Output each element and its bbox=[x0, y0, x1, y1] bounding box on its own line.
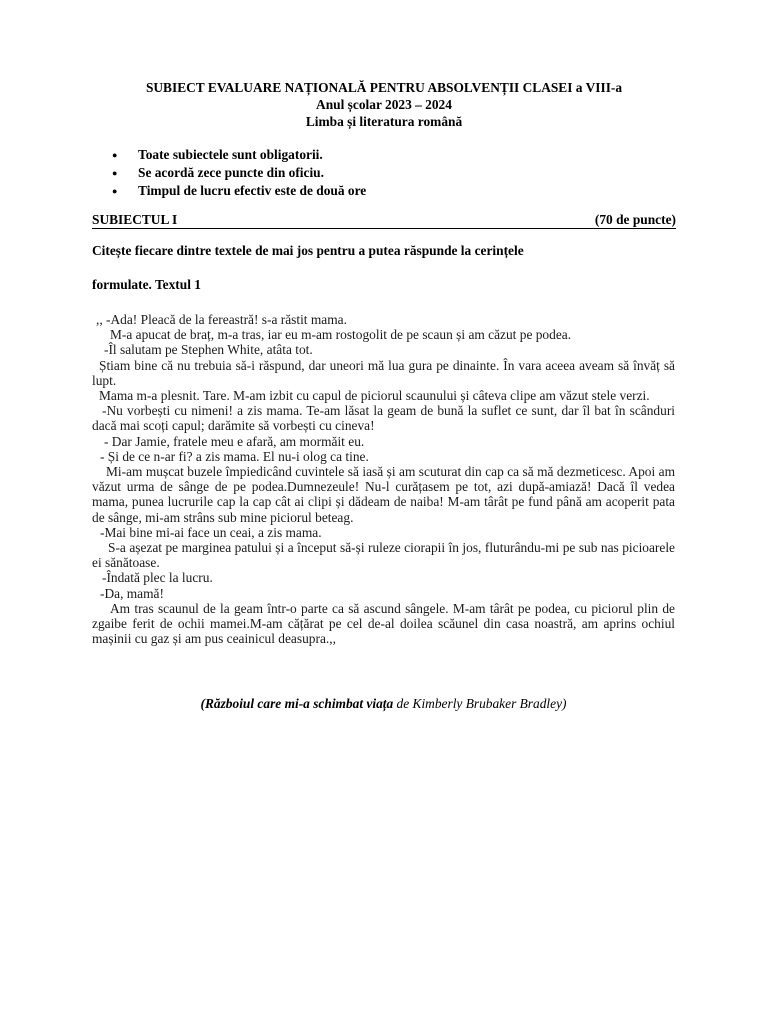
citation-author: de Kimberly Brubaker Bradley) bbox=[393, 696, 567, 711]
story-paragraph: Am tras scaunul de la geam într-o parte ca să ascund sângele. M-am târât pe podea, cu piciorul plin de zgaibe ferit de ochii mamei.M-am cățărat pe cel de-al doilea scăunel din casa noastră, am aprins ochiul mașinii cu gaz și am pus ceainicul deasupra.,, bbox=[92, 600, 675, 647]
story-paragraph: S-a așezat pe marginea patului și a început să-și ruleze ciorapii în jos, fluturându-mi pe sub nas picioarele ei sănătoase. bbox=[92, 540, 675, 571]
story-paragraph: Mi-am mușcat buzele împiedicând cuvintele să iasă și am scuturat din cap ca să mă dezmeticesc. Apoi am văzut urma de sânge de pe podea.Dumnezeule! Nu-l curățasem pe tot, azi după-amiază! Dacă îl vedea mama, punea lucrurile cap la cap cât ai clipi și dădeam de naiba! M-am târât pe fund până am acoperit pata de sânge, mi-am strâns sub mine piciorul beteag. bbox=[92, 464, 675, 525]
story-paragraph: Știam bine că nu trebuia să-i răspund, dar uneori mă lua gura pe dinainte. În vara aceea aveam să învăț să lupt. bbox=[92, 357, 675, 388]
rules-list bbox=[112, 146, 672, 200]
instruction-line-1: Citește fiecare dintre textele de mai jos pentru a putea răspunde la cerințele bbox=[92, 243, 524, 258]
story-paragraph: ,, -Ada! Pleacă de la fereastră! s-a răstit mama. bbox=[96, 312, 347, 327]
source-citation bbox=[92, 696, 675, 712]
story-text bbox=[92, 312, 675, 646]
school-year: Anul școlar 2023 – 2024 bbox=[316, 97, 452, 112]
story-paragraph: -Nu vorbești cu nimeni! a zis mama. Te-am lăsat la geam de bună la suflet ce sunt, dar îl bat în scânduri dacă mai scoți capul; darămite să vorbești cu cineva! bbox=[92, 403, 675, 434]
rule-item: ● Se acordă zece puncte din oficiu. bbox=[112, 164, 672, 182]
rule-item: ● Timpul de lucru efectiv este de două ore bbox=[112, 182, 672, 200]
exam-header bbox=[60, 79, 708, 130]
exam-title: SUBIECT EVALUARE NAȚIONALĂ PENTRU ABSOLVENȚII CLASEI a VIII-a bbox=[145, 80, 623, 95]
story-paragraph: -Îl salutam pe Stephen White, atâta tot. bbox=[104, 342, 313, 358]
story-paragraph: -Da, mamă! bbox=[100, 585, 164, 601]
rule-item: ● Toate subiectele sunt obligatorii. bbox=[112, 146, 672, 164]
story-paragraph: M-a apucat de braț, m-a tras, iar eu m-am rostogolit de pe scaun și am căzut pe podea. bbox=[110, 327, 572, 343]
subject-name: Limba și literatura română bbox=[305, 114, 463, 129]
section-points: (70 de puncte) bbox=[594, 212, 676, 227]
story-paragraph: - Dar Jamie, fratele meu e afară, am mormăit eu. bbox=[104, 433, 365, 449]
citation-title: Războiul care mi-a schimbat viața bbox=[204, 696, 394, 711]
story-paragraph: - Și de ce n-ar fi? a zis mama. El nu-i olog ca tine. bbox=[100, 448, 369, 464]
story-paragraph: Mama m-a plesnit. Tare. M-am izbit cu capul de piciorul scaunului și câteva clipe am văzut stele verzi. bbox=[99, 388, 650, 404]
citation-open: ( bbox=[200, 696, 205, 711]
section-heading bbox=[92, 212, 676, 229]
story-paragraph: -Îndată plec la lucru. bbox=[102, 570, 213, 586]
story-paragraph: -Mai bine mi-ai face un ceai, a zis mama. bbox=[100, 524, 322, 540]
instruction-line-2: formulate. Textul 1 bbox=[92, 277, 201, 292]
section-title: SUBIECTUL I bbox=[92, 212, 178, 227]
